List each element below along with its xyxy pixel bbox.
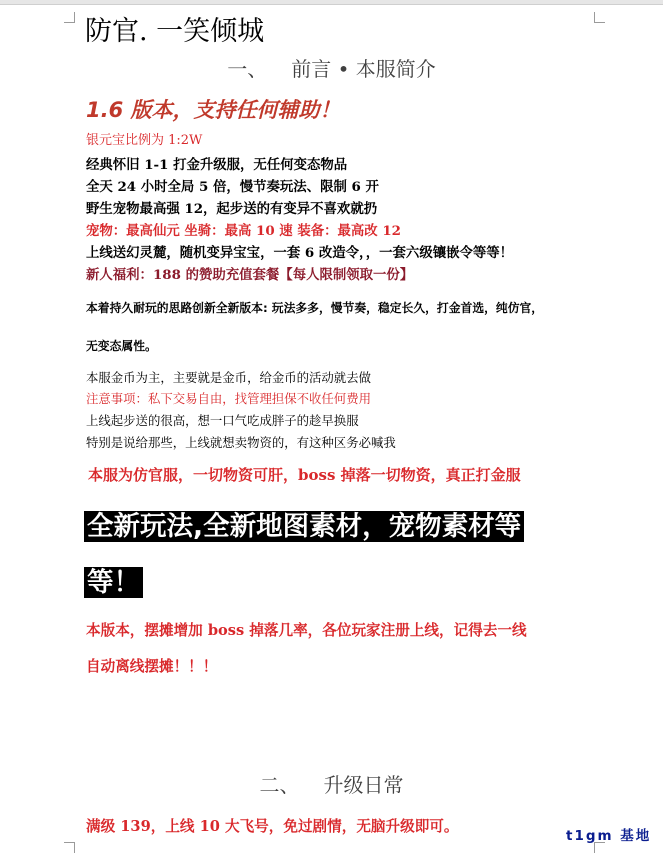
stall-notice: 本版本，摆摊增加 boss 掉落几率，各位玩家注册上线，记得去一线 [86,622,527,639]
window-top-edge [0,0,663,5]
feature-line: 全天 24 小时全局 5 倍，慢节奏玩法、限制 6 开 [86,179,379,195]
note-line: 特别是说给那些，上线就想卖物资的，有这种区务必喊我 [86,435,396,450]
server-claim: 本服为仿官服，一切物资可肝，boss 掉落一切物资，真正打金服 [88,466,521,484]
philosophy-text: 本着持久耐玩的思路创新全新版本: 玩法多多，慢节奏，稳定长久，打金首选，纯仿官， [86,301,544,315]
note-line: 本服金币为主，主要就是金币，给金币的活动就去做 [86,370,371,385]
section-number: 二、 [259,773,300,797]
document-title: 防官. 一笑倾城 [85,16,265,47]
highlight-text: 全新玩法,全新地图素材，宠物素材等 [84,511,524,542]
feature-line: 野生宠物最高强 12，起步送的有变异不喜欢就扔 [86,201,378,217]
feature-line: 新人福利：188 的赞助充值套餐【每人限制领取一份】 [86,267,414,283]
highlight-text: 等！ [84,567,143,598]
feature-line: 宠物：最高仙元 坐骑：最高 10 速 装备：最高改 12 [86,223,401,239]
section-number: 一、 [227,57,268,81]
note-line: 上线起步送的很高，想一口气吃成胖子的趁早换服 [86,413,359,428]
section-heading-1 [0,55,663,83]
margin-crop-mark [64,12,75,23]
margin-crop-mark [64,842,75,853]
philosophy-text: 无变态属性。 [86,339,157,353]
section-title: 前言 • 本服简介 [291,57,436,81]
feature-line: 上线送幻灵麓，随机变异宝宝，一套 6 改造令，，一套六级镶嵌令等等！ [86,245,514,261]
version-banner: 1.6 版本，支持任何辅助！ [86,98,341,122]
section-title: 升级日常 [323,773,404,797]
margin-crop-mark [594,12,605,23]
currency-ratio: 银元宝比例为 1:2W [86,133,203,148]
level-info: 满级 139，上线 10 大飞号，免过剧情，无脑升级即可。 [86,818,459,835]
highlight-line [84,504,524,550]
section-heading-2 [0,771,663,799]
feature-line: 经典怀旧 1-1 打金升级服，无任何变态物品 [86,157,348,173]
stall-notice: 自动离线摆摊！！！ [86,658,218,675]
site-watermark: t1gm 基地 [566,828,652,844]
highlight-line [84,560,143,606]
note-line: 注意事项：私下交易自由，找管理担保不收任何费用 [86,391,371,406]
